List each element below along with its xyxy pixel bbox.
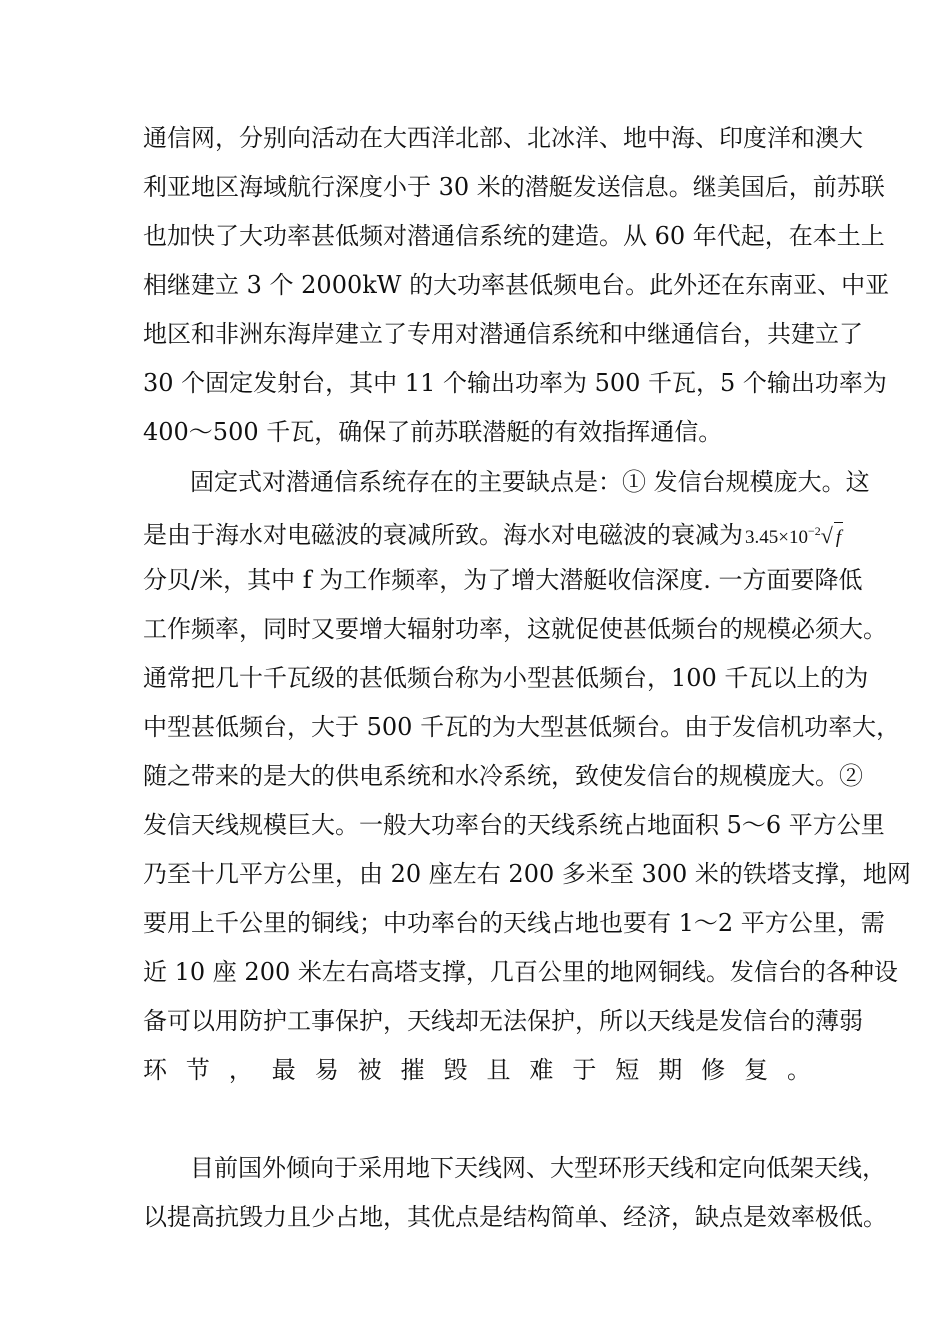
text-line: 随之带来的是大的供电系统和水冷系统，致使发信台的规模庞大。② [143, 762, 863, 790]
text-line: 通常把几十千瓦级的甚低频台称为小型甚低频台，100 千瓦以上的为 [143, 664, 869, 692]
text-line: 也加快了大功率甚低频对潜通信系统的建造。从 60 年代起，在本土上 [143, 222, 885, 250]
text-line: 通信网，分别向活动在大西洋北部、北冰洋、地中海、印度洋和澳大 [143, 124, 863, 152]
text-line: 相继建立 3 个 2000kW 的大功率甚低频电台。此外还在东南亚、中亚 [143, 271, 890, 299]
text-line: 中型甚低频台，大于 500 千瓦的为大型甚低频台。由于发信机功率大， [143, 713, 901, 741]
text-line-with-formula [143, 516, 842, 553]
text-line: 要用上千公里的铜线；中功率台的天线占地也要有 1～2 平方公里，需 [143, 909, 885, 937]
sqrt-icon: √ [820, 523, 833, 548]
text-line: 30 个固定发射台，其中 11 个输出功率为 500 千瓦，5 个输出功率为 [143, 369, 887, 397]
text-line: 工作频率，同时又要增大辐射功率，这就促使甚低频台的规模必须大。 [143, 615, 887, 643]
text-line: 目前国外倾向于采用地下天线网、大型环形天线和定向低架天线， [190, 1154, 886, 1182]
text-line: 以提高抗毁力且少占地，其优点是结构简单、经济，缺点是效率极低。 [143, 1203, 887, 1231]
text-line: 近 10 座 200 米左右高塔支撑，几百公里的地网铜线。发信台的各种设 [143, 958, 898, 986]
text-line-start: 是由于海水对电磁波的衰减所致。海水对电磁波的衰减为 [143, 521, 743, 549]
formula-times: ×10 [778, 527, 808, 548]
text-line: 乃至十几平方公里，由 20 座左右 200 多米至 300 米的铁塔支撑，地网 [143, 860, 911, 888]
formula-exponent: −2 [807, 524, 821, 538]
text-line: 地区和非洲东海岸建立了专用对潜通信系统和中继通信台，共建立了 [143, 320, 863, 348]
text-line: 环节，最易被摧毁且难于短期修复。 [143, 1056, 811, 1084]
text-line: 固定式对潜通信系统存在的主要缺点是：① 发信台规模庞大。这 [190, 468, 870, 496]
formula-variable: f [834, 522, 843, 553]
attenuation-formula [745, 516, 843, 553]
text-line: 分贝/米，其中 f 为工作频率，为了增大潜艇收信深度. 一方面要降低 [143, 566, 863, 594]
formula-coefficient: 3.45 [745, 527, 779, 548]
text-line: 400～500 千瓦，确保了前苏联潜艇的有效指挥通信。 [143, 418, 723, 446]
text-line: 发信天线规模巨大。一般大功率台的天线系统占地面积 5～6 平方公里 [143, 811, 885, 839]
text-line: 利亚地区海域航行深度小于 30 米的潜艇发送信息。继美国后，前苏联 [143, 173, 885, 201]
text-line: 备可以用防护工事保护，天线却无法保护，所以天线是发信台的薄弱 [143, 1007, 863, 1035]
